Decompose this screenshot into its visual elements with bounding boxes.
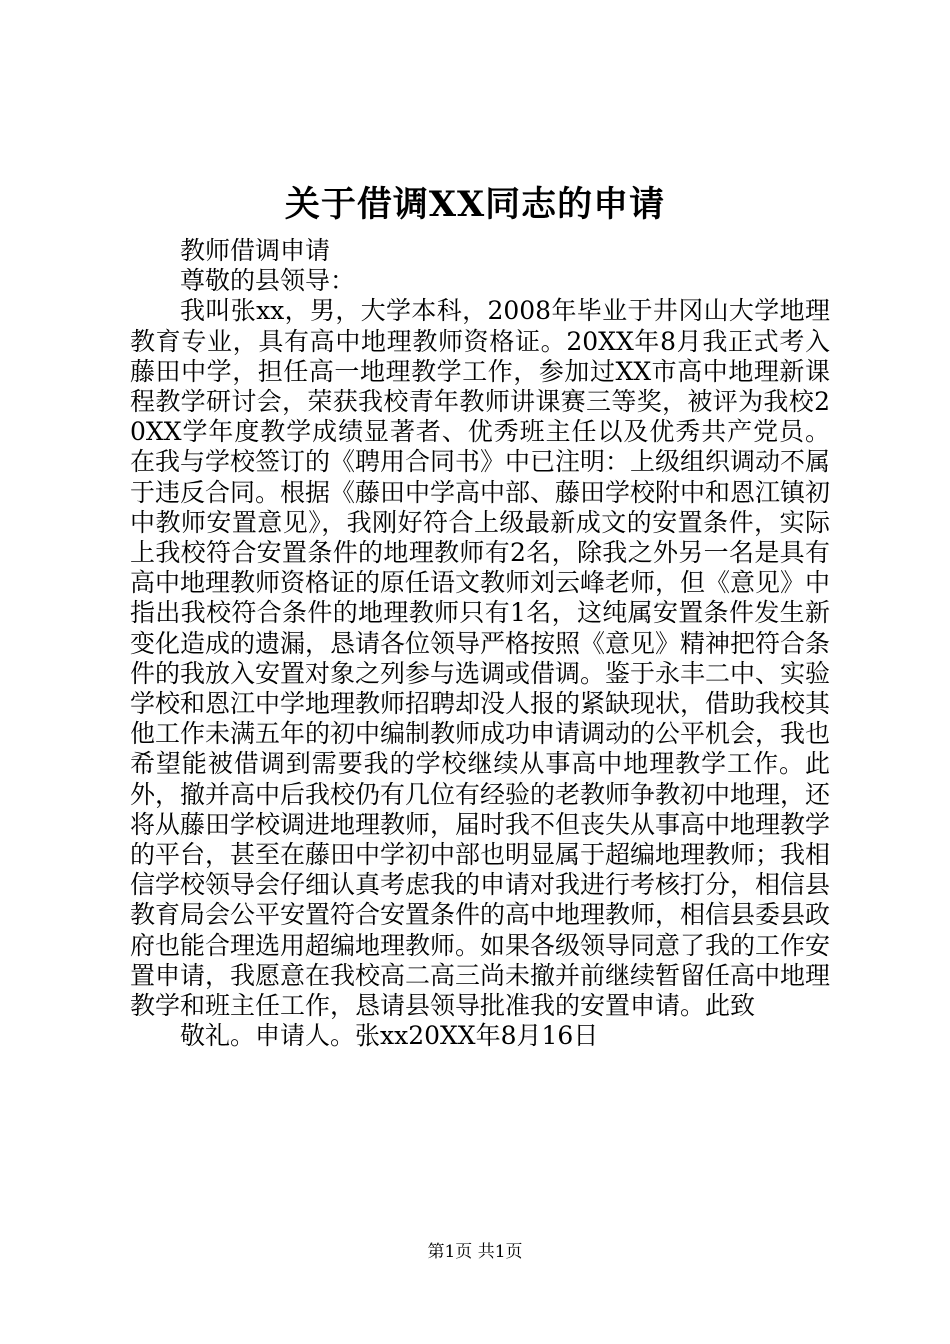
page-footer: 第1页 共1页 bbox=[427, 1242, 523, 1262]
subtitle-line: 教师借调申请 bbox=[180, 236, 331, 265]
salutation-line: 尊敬的县领导： bbox=[180, 266, 356, 296]
closing-line: 敬礼。申请人。张xx20XX年8月16日 bbox=[180, 1021, 599, 1051]
document-title: 关于借调XX同志的申请 bbox=[284, 184, 666, 225]
document-body bbox=[130, 236, 830, 1051]
body-paragraph: 我叫张xx，男，大学本科，2008年毕业于井冈山大学地理教育专业，具有高中地理教师资格证。20XX年8月我正式考入藤田中学，担任高一地理教学工作，参加过XX市高中地理新课程教学研讨会，荣获我校青年教师讲课赛三等奖，被评为我校20XX学年度教学成绩显著者、优秀班主任以及优秀共产党员。在我与学校签订的《聘用合同书》中已注明：上级组织调动不属于违反合同。根据《藤田中学高中部、藤田学校附中和恩江镇初中教师安置意见》，我刚好符合上级最新成文的安置条件，实际上我校符合安置条件的地理教师有2名，除我之外另一名是具有高中地理教师资格证的原任语文教师刘云峰老师，但《意见》中指出我校符合条件的地理教师只有1名，这纯属安置条件发生新变化造成的遗漏，恳请各位领导严格按照《意见》精神把符合条件的我放入安置对象之列参与选调或借调。鉴于永丰二中、实验学校和恩江中学地理教师招聘却没人报的紧缺现状，借助我校其他工作未满五年的初中编制教师成功申请调动的公平机会，我也希望能被借调到需要我的学校继续从事高中地理教学工作。此外，撤并高中后我校仍有几位有经验的老教师争教初中地理，还将从藤田学校调进地理教师，届时我不但丧失从事高中地理教学的平台，甚至在藤田中学初中部也明显属于超编地理教师；我相信学校领导会仔细认真考虑我的申请对我进行考核打分，相信县教育局会公平安置符合安置条件的高中地理教师，相信县委县政府也能合理选用超编地理教师。如果各级领导同意了我的工作安置申请，我愿意在我校高二高三尚未撤并前继续暂留任高中地理教学和班主任工作，恳请县领导批准我的安置申请。此致 bbox=[130, 296, 831, 1021]
